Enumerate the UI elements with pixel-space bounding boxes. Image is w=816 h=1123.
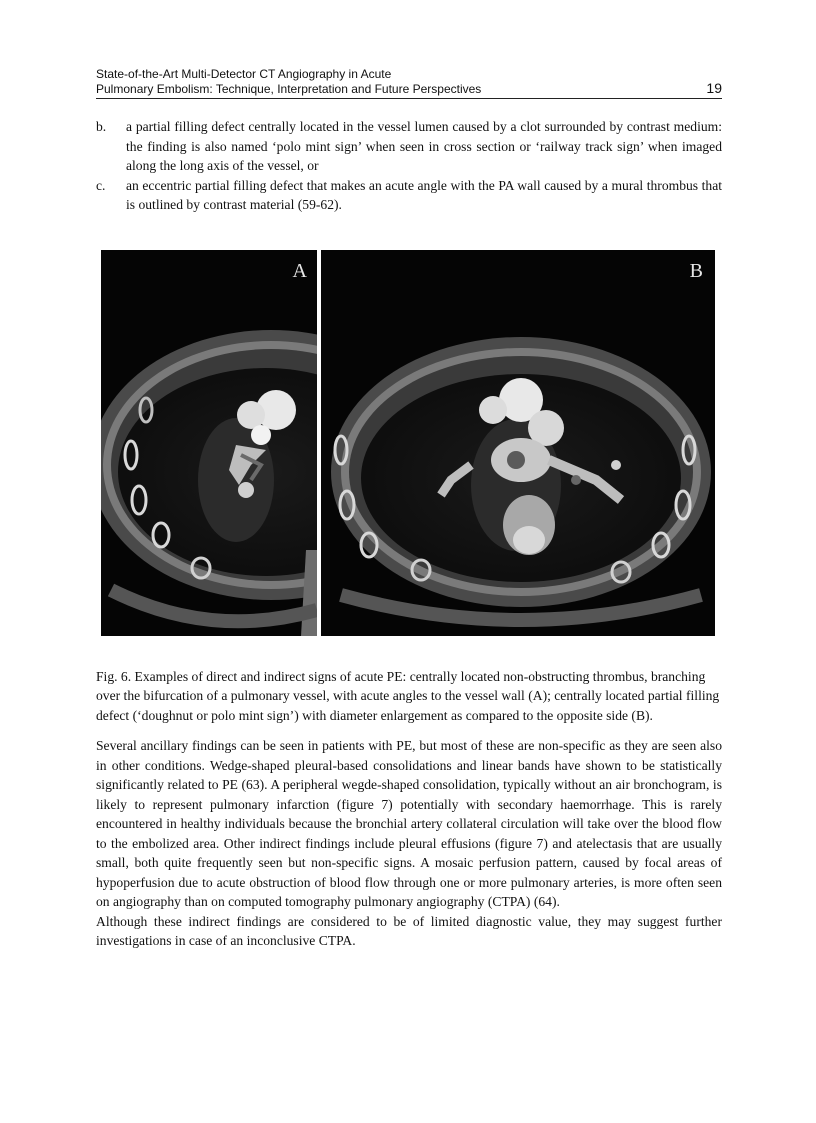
ct-panel-b	[321, 250, 715, 636]
list-text-b: a partial filling defect centrally located in the vessel lumen caused by a clot surrounded by contrast medium: the finding is also named ‘polo mint sign’ when seen in cross section or ‘railway track sign’ when imaged along the long axis of the vessel, or	[126, 119, 722, 173]
ct-scan-a-image	[101, 250, 317, 636]
figure-caption: Fig. 6. Examples of direct and indirect signs of acute PE: centrally located non-obstructing thrombus, branching over the bifurcation of a pulmonary vessel, with acute angles to the vessel wall (A); centrally located partial filling defect (‘doughnut or polo mint sign’) with diameter enlargement as compared to the opposite side (B).	[96, 668, 720, 723]
ct-figure	[101, 250, 715, 636]
list-text-c: an eccentric partial filling defect that makes an acute angle with the PA wall caused by a mural thrombus that is outlined by contrast material (59-62).	[126, 177, 722, 212]
page-number: 19	[706, 80, 722, 96]
list-marker-b: b.	[96, 119, 107, 134]
header-rule	[96, 98, 722, 99]
running-header-line-2: Pulmonary Embolism: Technique, Interpretation and Future Perspectives	[96, 82, 482, 96]
running-header-line-1: State-of-the-Art Multi-Detector CT Angiography in Acute	[96, 67, 392, 81]
ct-panel-a	[101, 250, 317, 636]
body-paragraph-2: Although these indirect findings are considered to be of limited diagnostic value, they may suggest further investigations in case of an inconclusive CTPA.	[96, 913, 722, 948]
running-header	[96, 67, 722, 97]
panel-label-b: B	[689, 260, 703, 282]
body-paragraph-1: Several ancillary findings can be seen in patients with PE, but most of these are non-specific as they are seen also in other conditions. Wedge-shaped pleural-based consolidations and linear bands have shown to be statistically significantly related to PE (63). A peripheral wegde-shaped consolidation, typically without an air bronchogram, is likely to represent pulmonary infarction (figure 7) potentially with secondary haemorrhage. This is rarely encountered in healthy individuals because the bronchial artery collateral circulation will take over the blood flow to the embolized area. Other indirect findings include pleural effusions (figure 7) and atelectasis that are usually small, both quite frequently seen but non-specific signs. A mosaic perfusion pattern, caused by focal areas of hypoperfusion due to acute obstruction of blood flow through one or more pulmonary arteries, is more often seen on angiography than on computed tomography pulmonary angiography (CTPA) (64).	[96, 738, 722, 909]
list-marker-c: c.	[96, 177, 106, 193]
list-item-b	[96, 117, 722, 176]
criteria-list	[96, 117, 722, 215]
ct-scan-b-image	[321, 250, 715, 636]
body-text	[96, 736, 722, 951]
list-item-c	[96, 176, 722, 215]
panel-label-a: A	[292, 260, 307, 282]
